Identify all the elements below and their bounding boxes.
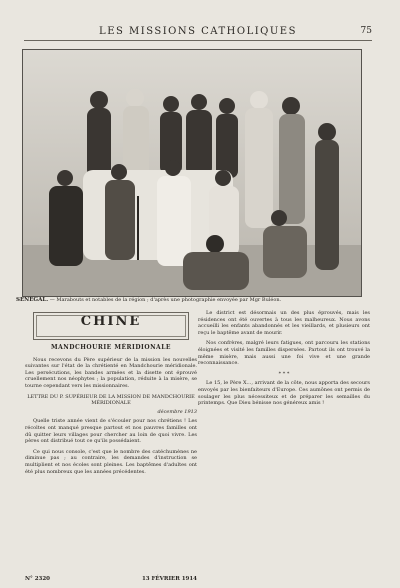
journal-title: LES MISSIONS CATHOLIQUES	[99, 26, 297, 37]
issue-date: 13 FÉVRIER 1914	[141, 576, 197, 582]
section-heading-box	[33, 312, 189, 340]
page-header	[24, 24, 372, 41]
section-subheading: MANDCHOURIE MÉRIDIONALE	[50, 344, 172, 351]
article-paragraph: Le 15, le Père X..., arrivant de la côte, nous apporta des secours envoyés par les bienfaiteurs d'Europe. Ces aumônes ont permis de soulager les plus nécessiteux et de préparer les semailles du printemps. Que Dieu bénisse nos généreux amis !	[198, 380, 370, 407]
photograph-image	[23, 50, 361, 296]
photo-caption	[16, 297, 380, 303]
caption-text: — Marabouts et notables de la région ; d'après une photographie envoyée par Mgr Buléon.	[49, 297, 282, 303]
issue-number: N° 2320	[25, 576, 50, 582]
letter-date: décembre 1913	[157, 408, 197, 415]
article-paragraph: Nos confrères, malgré leurs fatigues, ont parcouru les stations éloignées et visité les familles dispersées. Partout ils ont trouvé la même misère, mais aussi une foi vive et une grande reconnaissance.	[198, 340, 370, 367]
intro-paragraph: Nous recevons du Père supérieur de la mission les nouvelles suivantes sur l'état de la chrétienté en Mandchourie méridionale. Les persécutions, les bandes armées et la disette ont éprouvé cruellement nos néophytes ; la population, réduite à la misère, se tourne cependant vers les missionnaires.	[25, 356, 197, 389]
section-heading: CHINE	[80, 314, 142, 329]
caption-label: SÉNÉGAL.	[16, 297, 49, 303]
letter-title: LETTRE DU P. SUPÉRIEUR DE LA MISSION DE MANDCHOURIE MÉRIDIONALE	[27, 393, 195, 407]
article-paragraph: Quelle triste année vient de s'écouler pour nos chrétiens ! Les récoltes ont manqué presque partout et nos pauvres familles ont dû quitter leurs villages pour chercher au loin de quoi vivre. Les pères ont distribué tout ce qu'ils possédaient.	[25, 418, 197, 445]
article-paragraph: Le district est désormais un des plus éprouvés, mais les résidences ont été ouvertes à tous les malheureux. Nous avons accueilli les enfants abandonnés et les vieillards, et plusieurs ont reçu le baptême avant de mourir.	[198, 310, 370, 336]
group-photograph	[22, 49, 362, 297]
page-number: 75	[360, 26, 372, 36]
page-footer	[25, 576, 197, 582]
section-separator: * * *	[278, 370, 290, 377]
right-column	[198, 310, 370, 411]
article-paragraph: Ce qui nous console, c'est que le nombre des catéchumènes ne diminue pas ; au contraire, les demandes d'instruction se multiplient et nos écoles sont pleines. Les baptêmes d'adultes ont été plus nombreux que les années précédentes.	[25, 448, 197, 475]
left-column	[25, 310, 197, 479]
